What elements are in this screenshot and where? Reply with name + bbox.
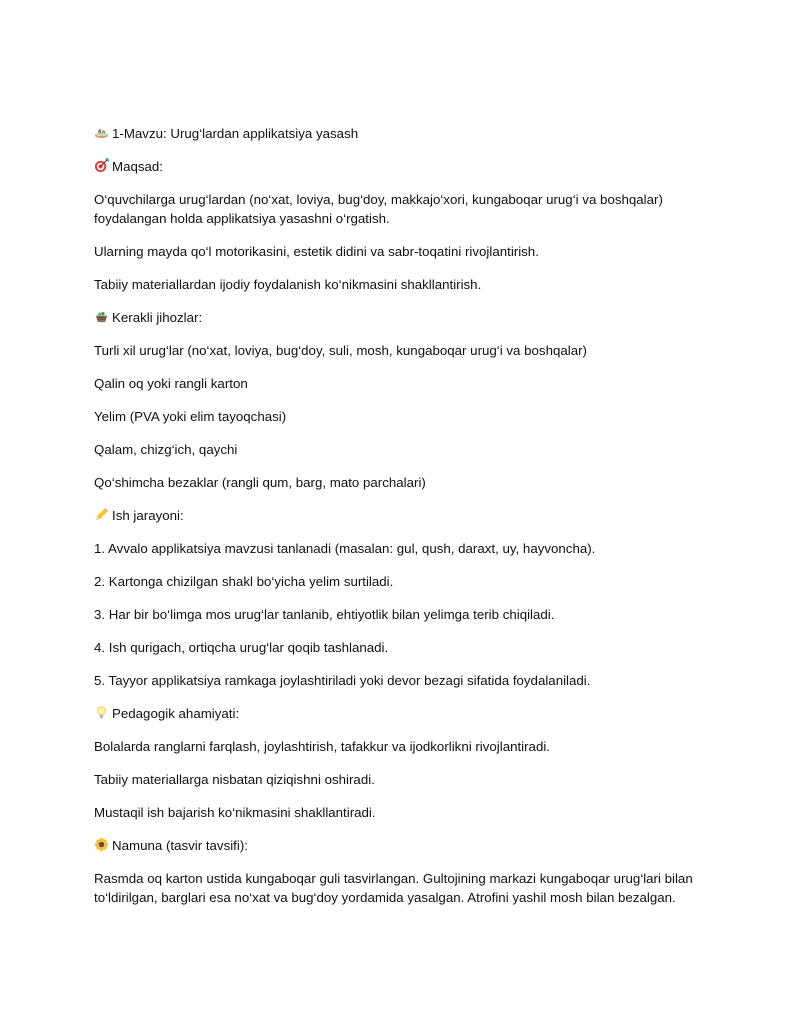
paragraph: Ularning mayda qo‘l motorikasini, estetik didini va sabr-toqatini rivojlantirish. [94, 244, 539, 259]
list-item: 5. Tayyor applikatsiya ramkaga joylashtiriladi yoki devor bezagi sifatida foydalaniladi. [94, 673, 591, 688]
list-item: 3. Har bir bo‘limga mos urug‘lar tanlanib, ehtiyotlik bilan yelimga terib chiqiladi. [94, 607, 555, 622]
paragraph: Tabiiy materiallardan ijodiy foydalanish ko‘nikmasini shakllantirish. [94, 277, 482, 292]
seedling-tray-icon [94, 125, 109, 140]
list-item: Qalin oq yoki rangli karton [94, 376, 248, 391]
sunflower-icon [94, 837, 109, 852]
paragraph: Tabiiy materiallarga nisbatan qiziqishni oshiradi. [94, 772, 375, 787]
document-title [94, 124, 714, 143]
list-item: 4. Ish qurigach, ortiqcha urug‘lar qoqib tashlanadi. [94, 640, 389, 655]
target-icon [94, 158, 109, 173]
pencil-icon [94, 507, 109, 522]
light-bulb-icon [94, 705, 109, 720]
list-item: 1. Avvalo applikatsiya mavzusi tanlanadi (masalan: gul, qush, daraxt, uy, hayvoncha). [94, 541, 596, 556]
list-item: Qo‘shimcha bezaklar (rangli qum, barg, mato parchalari) [94, 475, 426, 490]
section-heading-jihozlar: Kerakli jihozlar: [94, 308, 714, 327]
list-item: Yelim (PVA yoki elim tayoqchasi) [94, 409, 287, 424]
document-page [94, 124, 714, 921]
paragraph: Rasmda oq karton ustida kungaboqar guli tasvirlangan. Gultojining markazi kungaboqar urug‘lari bilan to‘ldirilgan, barglari esa no‘xat va bug‘doy yordamida yasalgan. Atrofini yashil mosh bilan bezalgan. [94, 871, 693, 905]
paragraph: O‘quvchilarga urug‘lardan (no‘xat, loviya, bug‘doy, makkajo‘xori, kungaboqar urug‘i va boshqalar) foydalangan holda applikatsiya yasashni o‘rgatish. [94, 192, 663, 226]
section-heading-namuna: Namuna (tasvir tavsifi): [94, 836, 714, 855]
list-item: 2. Kartonga chizilgan shakl bo‘yicha yelim surtiladi. [94, 574, 394, 589]
section-heading-ahamiyat: Pedagogik ahamiyati: [94, 704, 714, 723]
list-item: Qalam, chizg‘ich, qaychi [94, 442, 238, 457]
paragraph: Bolalarda ranglarni farqlash, joylashtirish, tafakkur va ijodkorlikni rivojlantiradi. [94, 739, 550, 754]
section-heading-jarayon: Ish jarayoni: [94, 506, 714, 525]
title-text: 1-Mavzu: Urug‘lardan applikatsiya yasash [112, 126, 359, 141]
list-item: Turli xil urug‘lar (no‘xat, loviya, bug‘doy, suli, mosh, kungaboqar urug‘i va boshqalar) [94, 343, 587, 358]
paragraph: Mustaqil ish bajarish ko‘nikmasini shakllantiradi. [94, 805, 376, 820]
basket-icon [94, 309, 109, 324]
section-heading-maqsad: Maqsad: [94, 157, 714, 176]
